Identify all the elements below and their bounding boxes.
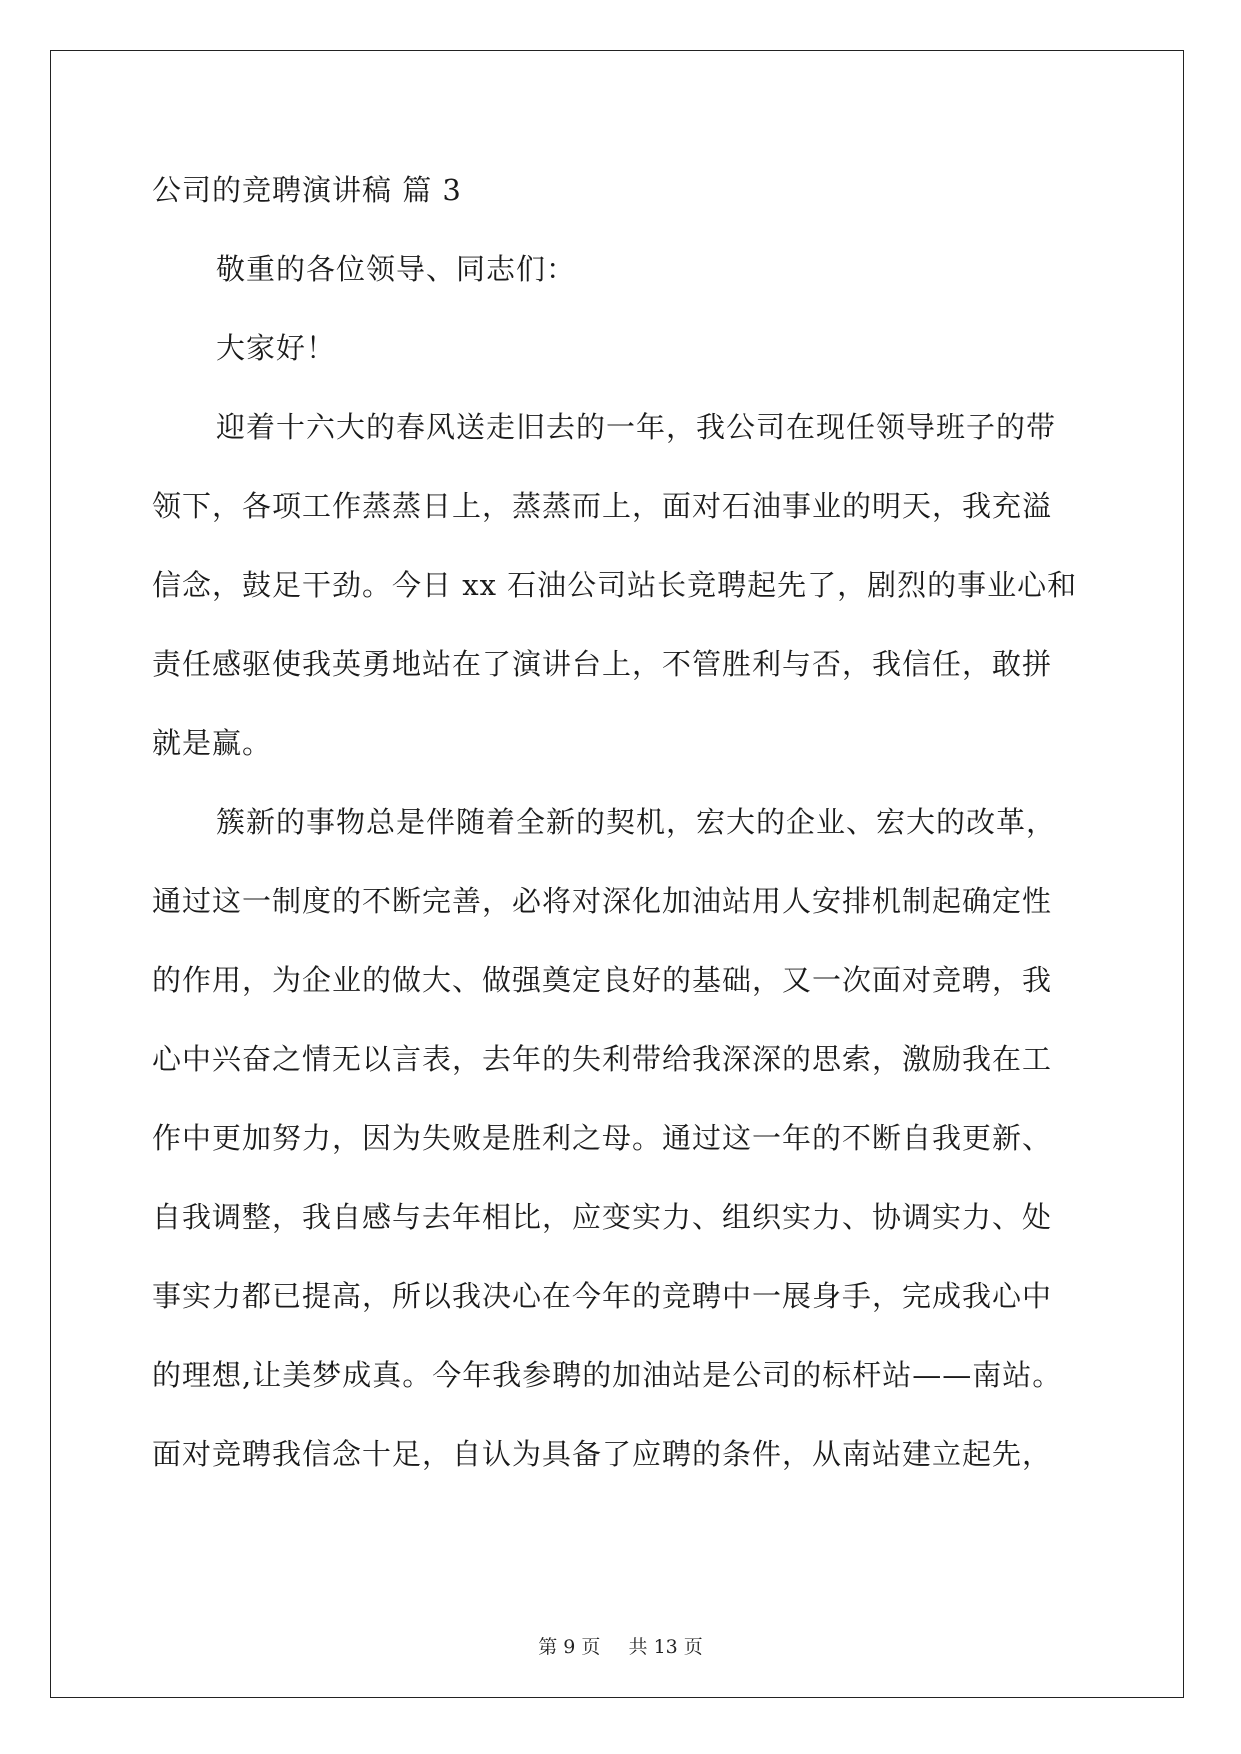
page-total: 共 13 页 — [628, 1636, 703, 1658]
paragraph1-line: 领下，各项工作蒸蒸日上，蒸蒸而上，面对石油事业的明天，我充溢 — [152, 489, 1053, 523]
paragraph1-line: 就是赢。 — [152, 726, 273, 760]
document-body — [152, 230, 1092, 1494]
paragraph1-line: 责任感驱使我英勇地站在了演讲台上，不管胜利与否，我信任，敢拼 — [152, 647, 1053, 681]
hello-line: 大家好！ — [216, 331, 337, 365]
page-number: 第 9 页 — [538, 1636, 601, 1658]
paragraph1-line: 迎着十六大的春风送走旧去的一年，我公司在现任领导班子的带 — [216, 410, 1057, 444]
paragraph2-line: 心中兴奋之情无以言表，去年的失利带给我深深的思索，激励我在工 — [152, 1042, 1053, 1076]
page-footer — [0, 1632, 1241, 1659]
paragraph2-line: 自我调整，我自感与去年相比，应变实力、组织实力、协调实力、处 — [152, 1200, 1053, 1234]
paragraph2-line: 作中更加努力，因为失败是胜利之母。通过这一年的不断自我更新、 — [152, 1121, 1053, 1155]
greeting-line: 敬重的各位领导、同志们： — [216, 252, 577, 286]
paragraph2-line: 簇新的事物总是伴随着全新的契机，宏大的企业、宏大的改革， — [216, 805, 1057, 839]
paragraph2-line: 事实力都已提高，所以我决心在今年的竞聘中一展身手，完成我心中 — [152, 1279, 1053, 1313]
paragraph1-line: 信念，鼓足干劲。今日 xx 石油公司站长竞聘起先了，剧烈的事业心和 — [152, 568, 1078, 602]
paragraph2-line: 通过这一制度的不断完善，必将对深化加油站用人安排机制起确定性 — [152, 884, 1053, 918]
document-title: 公司的竞聘演讲稿 篇 3 — [152, 173, 462, 207]
paragraph2-line: 面对竞聘我信念十足，自认为具备了应聘的条件，从南站建立起先， — [152, 1437, 1053, 1471]
paragraph2-line: 的理想,让美梦成真。今年我参聘的加油站是公司的标杆站——南站。 — [152, 1358, 1063, 1392]
paragraph2-line: 的作用，为企业的做大、做强奠定良好的基础，又一次面对竞聘，我 — [152, 963, 1053, 997]
